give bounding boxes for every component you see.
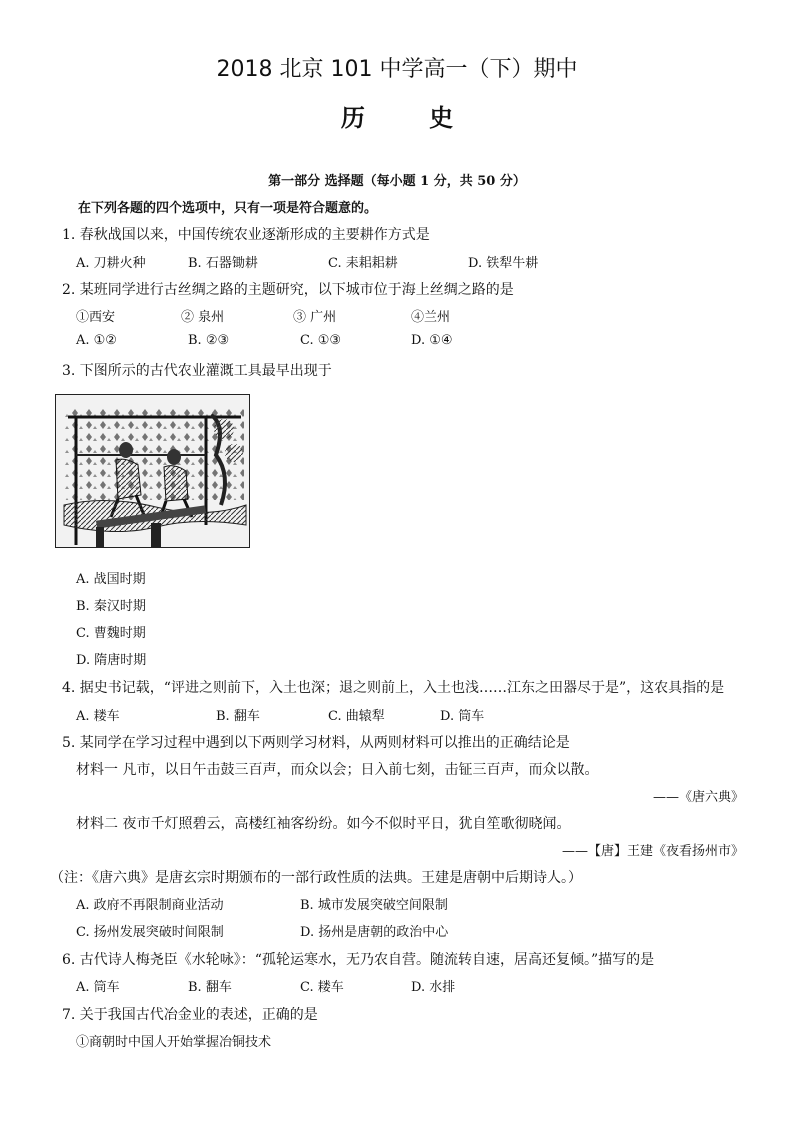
q7-stem: 7. 关于我国古代冶金业的表述，正确的是 <box>62 1007 318 1023</box>
q6-option-d: D. 水排 <box>411 980 456 995</box>
irrigation-tool-illustration <box>55 394 250 548</box>
q5-material-2: 材料二 夜市千灯照碧云，高楼红袖客纷纷。如今不似时平日，犹自笙歌彻晓闻。 <box>76 816 571 832</box>
q3-option-b: B. 秦汉时期 <box>76 599 146 614</box>
q4-option-b: B. 翻车 <box>216 709 260 724</box>
q1-option-d: D. 铁犁牛耕 <box>468 256 539 271</box>
q5-option-a: A. 政府不再限制商业活动 <box>76 898 224 913</box>
q2-stem: 2. 某班同学进行古丝绸之路的主题研究，以下城市位于海上丝绸之路的是 <box>62 282 514 298</box>
q5-option-b: B. 城市发展突破空间限制 <box>300 898 448 913</box>
subject-title: 历 史 <box>340 103 482 132</box>
q2-option-a: A. ①② <box>76 333 117 348</box>
q4-option-a: A. 耧车 <box>76 709 120 724</box>
section-instruction: 在下列各题的四个选项中，只有一项是符合题意的。 <box>78 201 378 216</box>
q2-item-2: ② 泉州 <box>181 310 225 325</box>
q5-option-d: D. 扬州是唐朝的政治中心 <box>300 925 449 940</box>
section-heading: 第一部分 选择题（每小题 1 分，共 50 分） <box>268 174 526 189</box>
q4-stem: 4. 据史书记载，“评进之则前下，入土也深；退之则前上，入土也浅……江东之田器尽于是”，这农具指的是 <box>62 680 725 696</box>
q5-stem: 5. 某同学在学习过程中遇到以下两则学习材料，从两则材料可以推出的正确结论是 <box>62 735 570 751</box>
q6-option-a: A. 筒车 <box>76 980 120 995</box>
q5-material-1-source: ——《唐六典》 <box>652 790 744 805</box>
q5-material-2-source: ——【唐】王建《夜看扬州市》 <box>561 844 744 859</box>
q2-item-1: ①西安 <box>76 310 116 325</box>
q3-option-c: C. 曹魏时期 <box>76 626 146 641</box>
q1-option-b: B. 石器锄耕 <box>188 256 258 271</box>
q6-stem: 6. 古代诗人梅尧臣《水轮咏》：“孤轮运寒水，无乃农自营。随流转自速，居高还复倾。”描写的是 <box>62 952 655 968</box>
q5-material-1: 材料一 凡市，以日午击鼓三百声，而众以会；日入前七刻，击钲三百声，而众以散。 <box>76 762 599 778</box>
q3-option-a: A. 战国时期 <box>76 572 146 587</box>
q2-option-d: D. ①④ <box>411 333 453 348</box>
q4-option-c: C. 曲辕犁 <box>328 709 385 724</box>
q2-option-b: B. ②③ <box>188 333 230 348</box>
q5-note: （注：《唐六典》是唐玄宗时期颁布的一部行政性质的法典。王建是唐朝中后期诗人。） <box>50 870 582 886</box>
q5-option-c: C. 扬州发展突破时间限制 <box>76 925 224 940</box>
q3-stem: 3. 下图所示的古代农业灌溉工具最早出现于 <box>62 363 332 379</box>
q3-option-d: D. 隋唐时期 <box>76 653 147 668</box>
q6-option-c: C. 耧车 <box>300 980 344 995</box>
q4-option-d: D. 筒车 <box>440 709 485 724</box>
q7-item-1: ①商朝时中国人开始掌握冶铜技术 <box>76 1035 272 1050</box>
q2-item-4: ④兰州 <box>411 310 451 325</box>
exam-title: 2018 北京 101 中学高一（下）期中 <box>216 57 578 82</box>
q1-option-c: C. 耒耜耜耕 <box>328 256 398 271</box>
q1-stem: 1. 春秋战国以来，中国传统农业逐渐形成的主要耕作方式是 <box>62 227 430 243</box>
q2-option-c: C. ①③ <box>300 333 342 348</box>
q2-item-3: ③ 广州 <box>293 310 337 325</box>
q6-option-b: B. 翻车 <box>188 980 232 995</box>
q1-option-a: A. 刀耕火种 <box>76 256 146 271</box>
